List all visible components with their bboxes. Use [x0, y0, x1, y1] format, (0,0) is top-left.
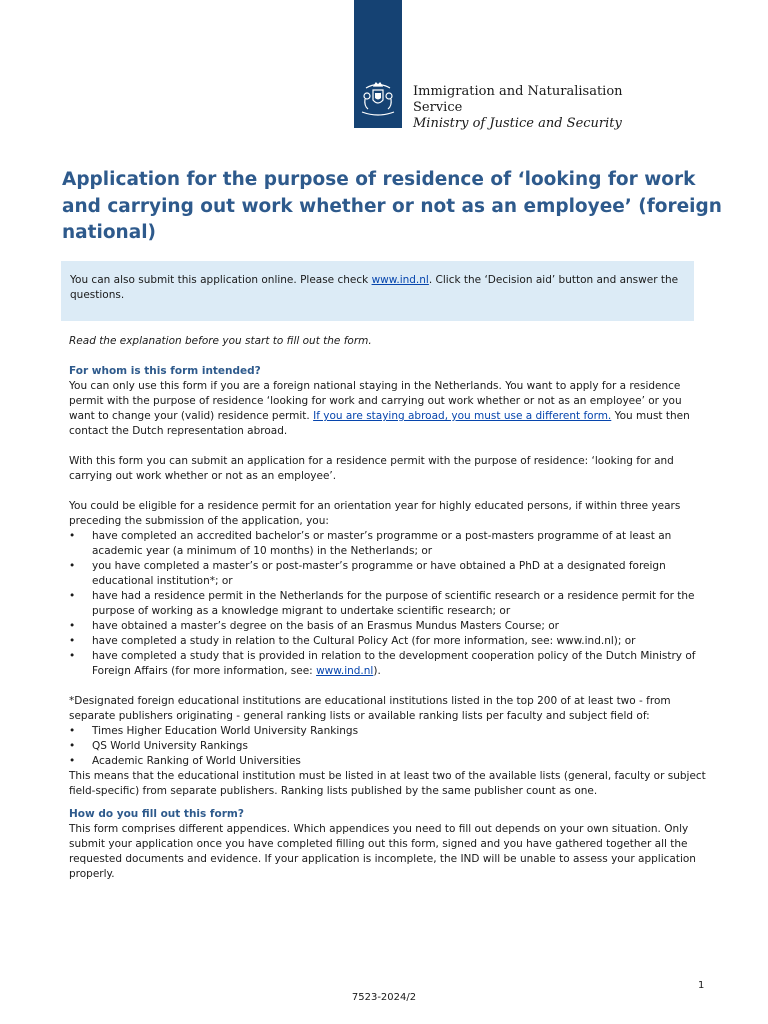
list-item: • have completed an accredited bachelor’s or master’s programme or a post-masters programme of at least an academic year (a minimum of 10 months) in the Netherlands; or	[69, 529, 709, 559]
section-heading-intended: For whom is this form intended?	[69, 365, 261, 377]
last-bullet-text: have completed a study that is provided in relation to the development cooperation policy of the Dutch Ministry of Foreign Affairs (for more information, see:	[92, 650, 696, 677]
royal-coat-of-arms-icon	[358, 82, 398, 118]
ind-website-link-2[interactable]: www.ind.nl	[316, 665, 374, 677]
page-title: Application for the purpose of residence of ‘looking for work and carrying out work whether or not as an employee’ (foreign national)	[62, 169, 722, 243]
list-item: • have completed a study in relation to the Cultural Policy Act (for more information, see: www.ind.nl); or	[69, 634, 709, 649]
form-code: 7523-2024/2	[351, 992, 417, 1003]
list-item	[69, 649, 709, 679]
designated-institutions-paragraph: *Designated foreign educational institutions are educational institutions listed in the top 200 of at least two - from separate publishers originating - general ranking lists or available ranking lists per faculty and subject field of:	[69, 695, 671, 722]
ind-website-link[interactable]: www.ind.nl	[371, 274, 429, 286]
notice-text-before: You can also submit this application online. Please check	[70, 274, 372, 286]
list-item: • you have completed a master’s or post-master’s programme or have obtained a PhD at a designated foreign educational institution*; or	[69, 559, 709, 589]
permit-purpose-paragraph: With this form you can submit an application for a residence permit with the purpose of residence: ‘looking for and carrying out work whether or not as an employee’.	[69, 455, 674, 482]
list-item: • have had a residence permit in the Netherlands for the purpose of scientific research or a residence permit for the purpose of working as a knowledge migrant to undertake scientific research; or	[69, 589, 709, 619]
eligibility-list	[69, 529, 709, 679]
logo-bar	[354, 0, 402, 128]
list-item: • Academic Ranking of World Universities	[69, 754, 709, 769]
online-notice-box	[61, 261, 694, 321]
ranking-explanation-paragraph: This means that the educational institution must be listed in at least two of the available lists (general, faculty or subject field-specific) from separate publishers. Ranking lists published by the same publisher count as one.	[69, 770, 706, 797]
form-explanation	[69, 334, 709, 882]
org-line-2: Service	[413, 100, 463, 115]
intended-text-after: You must then contact the Dutch representation abroad.	[69, 410, 690, 437]
section-heading-fill-out: How do you fill out this form?	[69, 808, 244, 820]
eligibility-paragraph: You could be eligible for a residence permit for an orientation year for highly educated persons, if within three years preceding the submission of the application, you:	[69, 500, 681, 527]
intended-paragraph	[69, 379, 709, 439]
ranking-list	[69, 724, 709, 769]
intended-text-before: You can only use this form if you are a foreign national staying in the Netherlands. You want to apply for a residence permit with the purpose of residence ‘looking for work and carrying out work whether or not as an employee’ or you want to change your (valid) residence permit.	[69, 380, 682, 422]
org-line-1: Immigration and Naturalisation	[413, 84, 623, 99]
different-form-link[interactable]: If you are staying abroad, you must use a different form.	[313, 410, 612, 422]
organisation-name	[413, 84, 623, 132]
intro-instruction: Read the explanation before you start to fill out the form.	[69, 335, 372, 347]
list-item: • have obtained a master’s degree on the basis of an Erasmus Mundus Masters Course; or	[69, 619, 709, 634]
list-item: • QS World University Rankings	[69, 739, 709, 754]
list-item: • Times Higher Education World University Rankings	[69, 724, 709, 739]
last-bullet-end: ).	[373, 665, 381, 677]
fill-out-paragraph: This form comprises different appendices. Which appendices you need to fill out depends on your own situation. Only submit your application once you have completed filling out this form, signed and you have gathered together all the requested documents and evidence. If your application is incomplete, the IND will be unable to assess your application properly.	[69, 823, 696, 880]
page-number: 1	[698, 980, 705, 991]
ministry-name: Ministry of Justice and Security	[413, 116, 622, 131]
notice-text-after: . Click the ‘Decision aid’ button and answer the questions.	[70, 274, 679, 301]
